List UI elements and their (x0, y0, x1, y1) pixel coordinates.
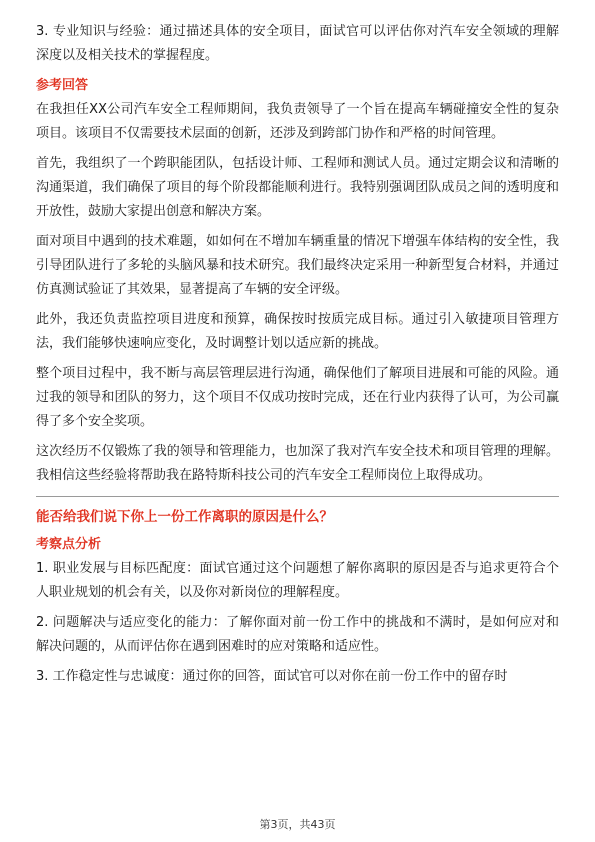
page-number: 第3页，共43页 (259, 818, 336, 831)
answer-paragraph: 在我担任XX公司汽车安全工程师期间，我负责领导了一个旨在提高车辆碰撞安全性的复杂项目。该项目不仅需要技术层面的创新，还涉及到跨部门协作和严格的时间管理。 (36, 102, 559, 141)
question-title: 能否给我们说下你上一份工作离职的原因是什么？ (36, 509, 333, 525)
answer-paragraph: 这次经历不仅锻炼了我的领导和管理能力，也加深了我对汽车安全技术和项目管理的理解。我相信这些经验将帮助我在路特斯科技公司的汽车安全工程师岗位上取得成功。 (36, 444, 559, 483)
analysis-heading: 考察点分析 (36, 537, 102, 552)
answer-paragraph: 整个项目过程中，我不断与高层管理层进行沟通，确保他们了解项目进展和可能的风险。通过我的领导和团队的努力，这个项目不仅成功按时完成，还在行业内获得了认可，为公司赢得了多个安全奖项。 (36, 366, 559, 429)
analysis-item: 1. 职业发展与目标匹配度：面试官通过这个问题想了解你离职的原因是否与追求更符合个人职业规划的机会有关，以及你对新岗位的理解程度。 (36, 561, 559, 600)
analysis-item: 3. 工作稳定性与忠诚度：通过你的回答，面试官可以对你在前一份工作中的留存时 (36, 669, 508, 684)
section-divider (36, 496, 559, 497)
answer-paragraph: 此外，我还负责监控项目进度和预算，确保按时按质完成目标。通过引入敏捷项目管理方法，我们能够快速响应变化，及时调整计划以适应新的挑战。 (36, 312, 559, 351)
document-body (36, 20, 559, 695)
analysis-item: 2. 问题解决与适应变化的能力：了解你面对前一份工作中的挑战和不满时，是如何应对和解决问题的，从而评估你在遇到困难时的应对策略和适应性。 (36, 615, 559, 654)
answer-paragraph: 面对项目中遇到的技术难题，如如何在不增加车辆重量的情况下增强车体结构的安全性，我引导团队进行了多轮的头脑风暴和技术研究。我们最终决定采用一种新型复合材料，并通过仿真测试验证了其效果，显著提高了车辆的安全评级。 (36, 234, 559, 297)
analysis-item-3-prev: 3. 专业知识与经验：通过描述具体的安全项目，面试官可以评估你对汽车安全领域的理解深度以及相关技术的掌握程度。 (36, 24, 559, 63)
answer-heading: 参考回答 (36, 78, 89, 93)
answer-paragraph: 首先，我组织了一个跨职能团队，包括设计师、工程师和测试人员。通过定期会议和清晰的沟通渠道，我们确保了项目的每个阶段都能顺利进行。我特别强调团队成员之间的透明度和开放性，鼓励大家提出创意和解决方案。 (36, 156, 559, 219)
